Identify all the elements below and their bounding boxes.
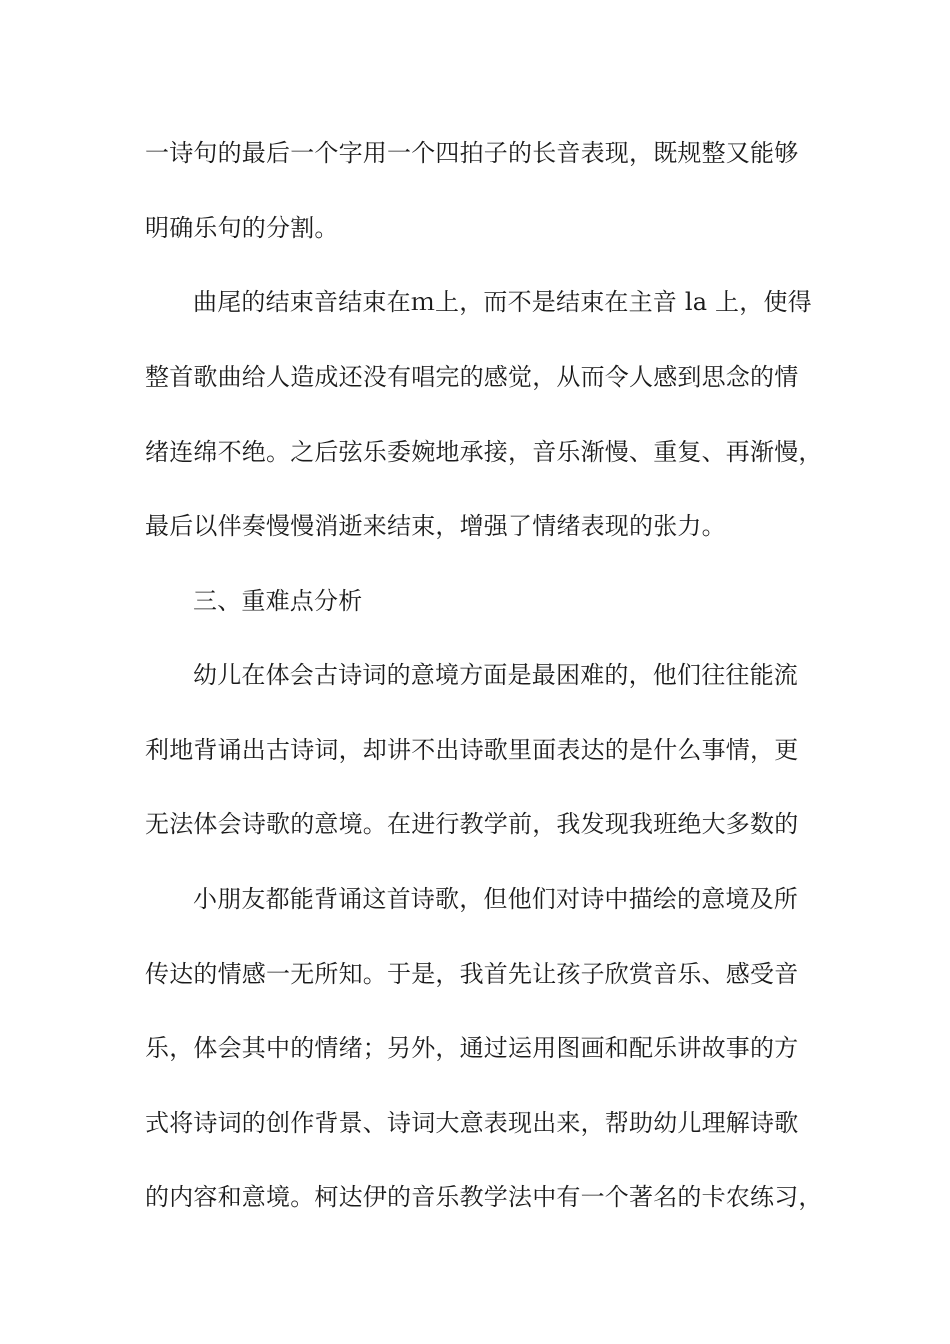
paragraph-line-8: 幼儿在体会古诗词的意境方面是最困难的，他们往往能流 [193, 661, 798, 689]
paragraph-line-14: 式将诗词的创作背景、诗词大意表现出来，帮助幼儿理解诗歌 [145, 1109, 799, 1137]
paragraph-line-2: 明确乐句的分割。 [145, 214, 339, 242]
paragraph-line-4: 整首歌曲给人造成还没有唱完的感觉，从而令人感到思念的情 [145, 363, 799, 391]
paragraph-line-11: 小朋友都能背诵这首诗歌，但他们对诗中描绘的意境及所 [193, 885, 798, 913]
paragraph-line-6: 最后以伴奏慢慢消逝来结束，增强了情绪表现的张力。 [145, 512, 726, 540]
paragraph-line-1: 一诗句的最后一个字用一个四拍子的长音表现，既规整又能够 [145, 139, 799, 167]
paragraph-line-3: 曲尾的结束音结束在ｍ上，而不是结束在主音 la 上，使得 [193, 288, 812, 316]
paragraph-line-5: 绪连绵不绝。之后弦乐委婉地承接，音乐渐慢、重复、再渐慢， [145, 438, 823, 466]
paragraph-line-9: 利地背诵出古诗词，却讲不出诗歌里面表达的是什么事情，更 [145, 736, 799, 764]
paragraph-line-10: 无法体会诗歌的意境。在进行教学前，我发现我班绝大多数的 [145, 810, 799, 838]
section-heading: 三、重难点分析 [193, 587, 363, 615]
paragraph-line-15: 的内容和意境。柯达伊的音乐教学法中有一个著名的卡农练习， [145, 1183, 823, 1211]
paragraph-line-13: 乐，体会其中的情绪；另外，通过运用图画和配乐讲故事的方 [145, 1034, 799, 1062]
paragraph-line-12: 传达的情感一无所知。于是，我首先让孩子欣赏音乐、感受音 [145, 960, 799, 988]
